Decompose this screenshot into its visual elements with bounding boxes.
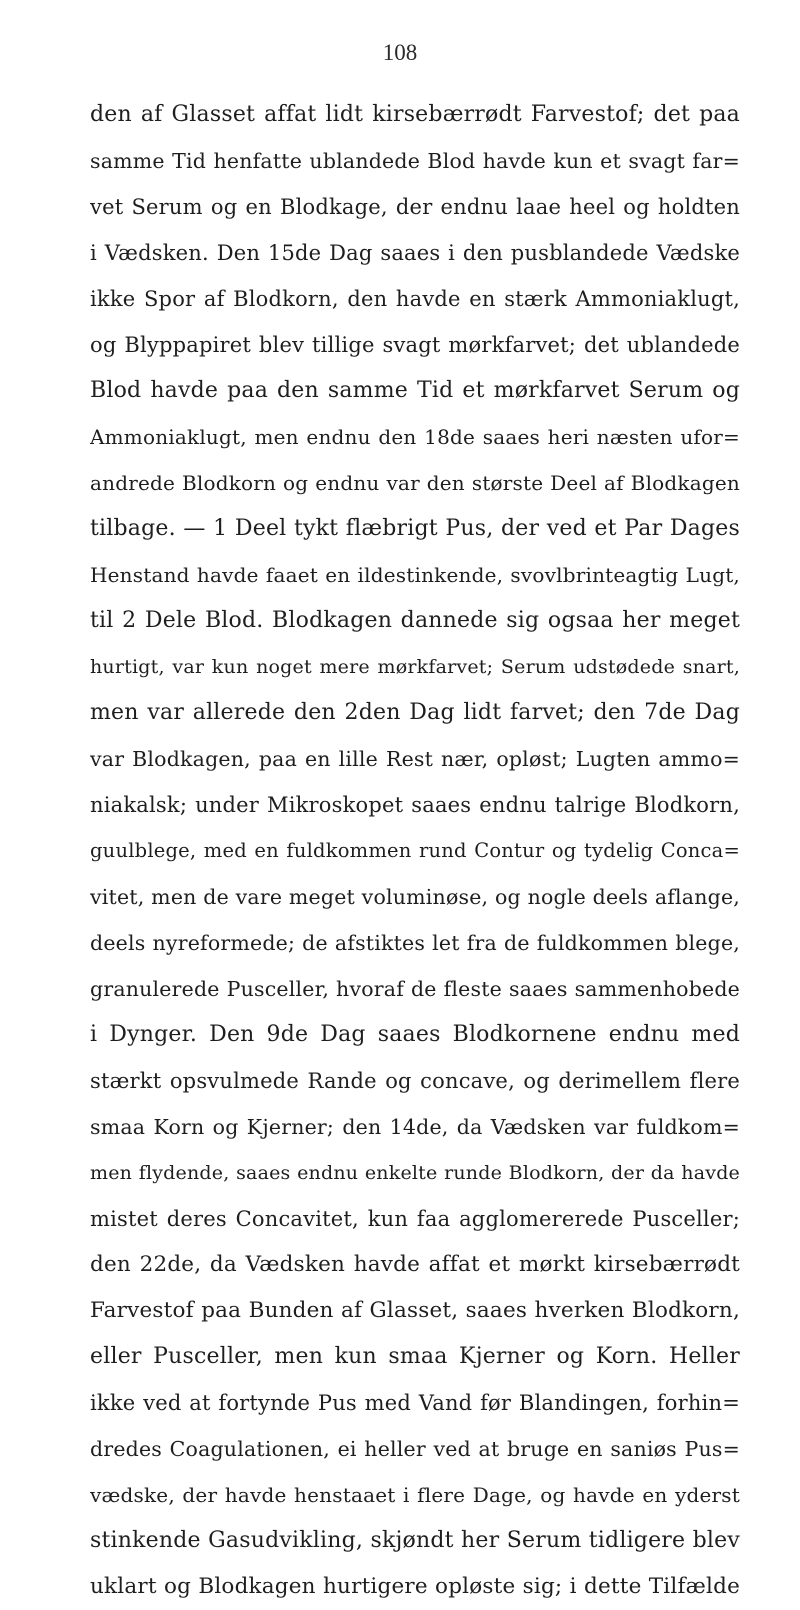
body-text bbox=[90, 92, 740, 1610]
text-line: uklart og Blodkagen hurtigere opløste sig; i dette Tilfælde bbox=[90, 1574, 740, 1599]
text-line: i Vædsken. Den 15de Dag saaes i den pusblandede Vædske bbox=[90, 241, 740, 265]
text-line: stærkt opsvulmede Rande og concave, og derimellem flere bbox=[90, 1069, 740, 1093]
text-line: eller Puscellеr, men kun smaa Kjerner og Korn. Heller bbox=[90, 1344, 740, 1369]
text-line: stinkende Gasudvikling, skjøndt her Serum tidligere blev bbox=[90, 1528, 740, 1553]
text-line: vet Serum og en Blodkage, der endnu laae heel og holdten bbox=[90, 195, 740, 219]
text-line: var Blodkagen, paa en lille Rest nær, opløst; Lugten ammo= bbox=[90, 747, 740, 771]
text-line: hurtigt, var kun noget mere mørkfarvet; Serum udstødede snart, bbox=[90, 656, 740, 678]
text-line: ikke Spor af Blodkorn, den havde en stærk Ammoniaklugt, bbox=[90, 287, 740, 311]
text-line: Henstand havde faaet en ildestinkende, svovlbrinteagtig Lugt, bbox=[90, 563, 740, 587]
text-line: smaa Korn og Kjerner; den 14de, da Vædsken var fuldkom= bbox=[90, 1115, 740, 1139]
text-line: til 2 Dele Blod. Blodkagen dannede sig ogsaa her meget bbox=[90, 608, 740, 633]
text-line: den 22de, da Vædsken havde affat et mørkt kirsebærrødt bbox=[90, 1252, 740, 1277]
text-line: tilbage. — 1 Deel tykt flæbrigt Pus, der ved et Par Dages bbox=[90, 516, 740, 541]
text-line: mistet deres Concavitet, kun faa agglomererede Puscellеr; bbox=[90, 1207, 740, 1231]
text-line: vitet, men de vare meget voluminøse, og nogle deels aflange, bbox=[90, 885, 740, 909]
text-line: deels nyreformede; de afstiktes let fra de fuldkommen blege, bbox=[90, 931, 740, 955]
page-number: 108 bbox=[382, 40, 418, 65]
text-line: vædske, der havde henstaaet i flere Dage, og havde en yderst bbox=[90, 1483, 740, 1507]
text-line: Farvestof paa Bunden af Glasset, saaes hverken Blodkorn, bbox=[90, 1298, 740, 1323]
text-line: ikke ved at fortynde Pus med Vand før Blandingen, forhin= bbox=[90, 1391, 740, 1415]
text-line: Blod havde paa den samme Tid et mørkfarvet Serum og bbox=[90, 378, 740, 403]
text-line: andrede Blodkorn og endnu var den største Deel af Blodkagen bbox=[90, 471, 740, 495]
text-line: dredes Coagulationen, ei heller ved at bruge en saniøs Pus= bbox=[90, 1437, 740, 1461]
text-line: samme Tid henfatte ublandede Blod havde kun et svagt far= bbox=[90, 149, 740, 173]
text-line: men var allerede den 2den Dag lidt farvet; den 7de Dag bbox=[90, 700, 740, 725]
text-line: og Blyppapiret blev tillige svagt mørkfarvet; det ublandede bbox=[90, 333, 740, 357]
text-line: men flydende, saaes endnu enkelte runde Blodkorn, der da havde bbox=[90, 1162, 740, 1184]
text-line: guulblege, med en fuldkommen rund Contur og tydelig Conca= bbox=[90, 839, 740, 862]
text-line: den af Glasset affat lidt kirsebærrødt Farvestof; det paa bbox=[90, 102, 740, 127]
text-line: Ammoniaklugt, men endnu den 18de saaes heri næsten ufor= bbox=[90, 425, 740, 449]
text-line: granulerede Puscellеr, hvoraf de fleste saaes sammenhobede bbox=[90, 977, 740, 1001]
text-line: i Dynger. Den 9de Dag saaes Blodkornene endnu med bbox=[90, 1022, 740, 1047]
text-line: niakalsk; under Mikroskopet saaes endnu talrige Blodkorn, bbox=[90, 793, 740, 817]
